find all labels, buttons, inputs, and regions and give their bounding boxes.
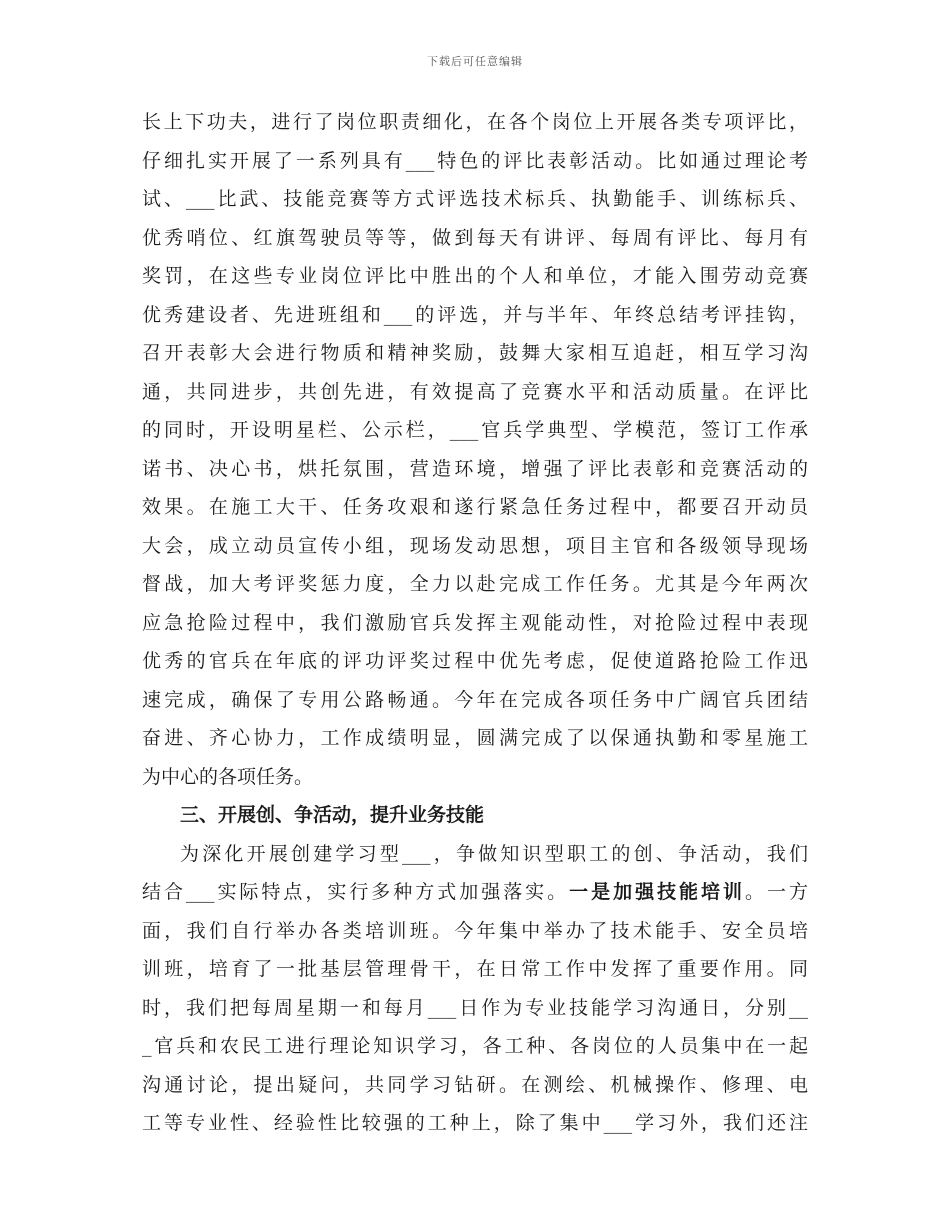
body-line: 召开表彰大会进行物质和精神奖励，鼓舞大家相互追赶，相互学习沟 xyxy=(142,342,808,364)
body-line: 奋进、齐心协力，工作成绩明显，圆满完成了以保通执勤和零星施工 xyxy=(142,727,808,749)
body-line: 诺书、决心书，烘托氛围，营造环境，增强了评比表彰和竞赛活动的 xyxy=(142,457,808,480)
body-line: 为中心的各项任务。 xyxy=(142,765,314,788)
body-line: 时，我们把每周星期一和每月___日作为专业技能学习沟通日，分别__ xyxy=(142,996,808,1019)
body-line: 长上下功夫，进行了岗位职责细化，在各个岗位上开展各类专项评比， xyxy=(142,111,808,133)
body-line: _官兵和农民工进行理论知识学习，各工种、各岗位的人员集中在一起 xyxy=(142,1035,808,1057)
body-line: 试、___比武、技能竞赛等方式评选技术标兵、执勤能手、训练标兵、 xyxy=(142,188,808,210)
body-line-mixed xyxy=(142,873,808,912)
body-line: 沟通讨论，提出疑问，共同学习钻研。在测绘、机械操作、修理、电 xyxy=(142,1073,808,1096)
section-heading: 三、开展创、争活动，提升业务技能 xyxy=(180,804,485,826)
body-line: 通，共同进步，共创先进，有效提高了竞赛水平和活动质量。在评比 xyxy=(142,380,808,403)
body-line: 训班，培育了一批基层管理骨干，在日常工作中发挥了重要作用。同 xyxy=(142,958,808,980)
body-line: 仔细扎实开展了一系列具有___特色的评比表彰活动。比如通过理论考 xyxy=(142,149,808,172)
document-body xyxy=(142,103,808,1143)
body-line: 奖罚，在这些专业岗位评比中胜出的个人和单位，才能入围劳动竞赛 xyxy=(142,265,808,287)
body-line: 大会，成立动员宣传小组，现场发动思想，项目主官和各级领导现场 xyxy=(142,534,808,557)
text-span: 结合___实际特点，实行多种方式加强落实。 xyxy=(142,881,570,903)
text-span: 。一方 xyxy=(745,881,808,903)
body-line: 督战，加大考评奖惩力度，全力以赴完成工作任务。尤其是今年两次 xyxy=(142,573,808,595)
body-line: 工等专业性、经验性比较强的工种上，除了集中___学习外，我们还注 xyxy=(142,1112,808,1134)
page-header: 下载后可任意编辑 xyxy=(427,55,523,68)
body-line: 速完成，确保了专用公路畅通。今年在完成各项任务中广阔官兵团结 xyxy=(142,688,808,711)
body-line: 效果。在施工大干、任务攻艰和遂行紧急任务过程中，都要召开动员 xyxy=(142,496,808,518)
body-line: 为深化开展创建学习型___，争做知识型职工的创、争活动，我们 xyxy=(180,842,808,865)
body-line: 优秀建设者、先进班组和___的评选，并与半年、年终总结考评挂钩， xyxy=(142,303,808,326)
body-line: 的同时，开设明星栏、公示栏，___官兵学典型、学模范，签订工作承 xyxy=(142,419,808,441)
body-line: 面，我们自行举办各类培训班。今年集中举办了技术能手、安全员培 xyxy=(142,919,808,942)
body-line: 应急抢险过程中，我们激励官兵发挥主观能动性，对抢险过程中表现 xyxy=(142,611,808,634)
body-line: 优秀哨位、红旗驾驶员等等，做到每天有讲评、每周有评比、每月有 xyxy=(142,226,808,249)
bold-emphasis: 一是加强技能培训 xyxy=(569,881,746,903)
body-line: 优秀的官兵在年底的评功评奖过程中优先考虑，促使道路抢险工作迅 xyxy=(142,650,808,672)
